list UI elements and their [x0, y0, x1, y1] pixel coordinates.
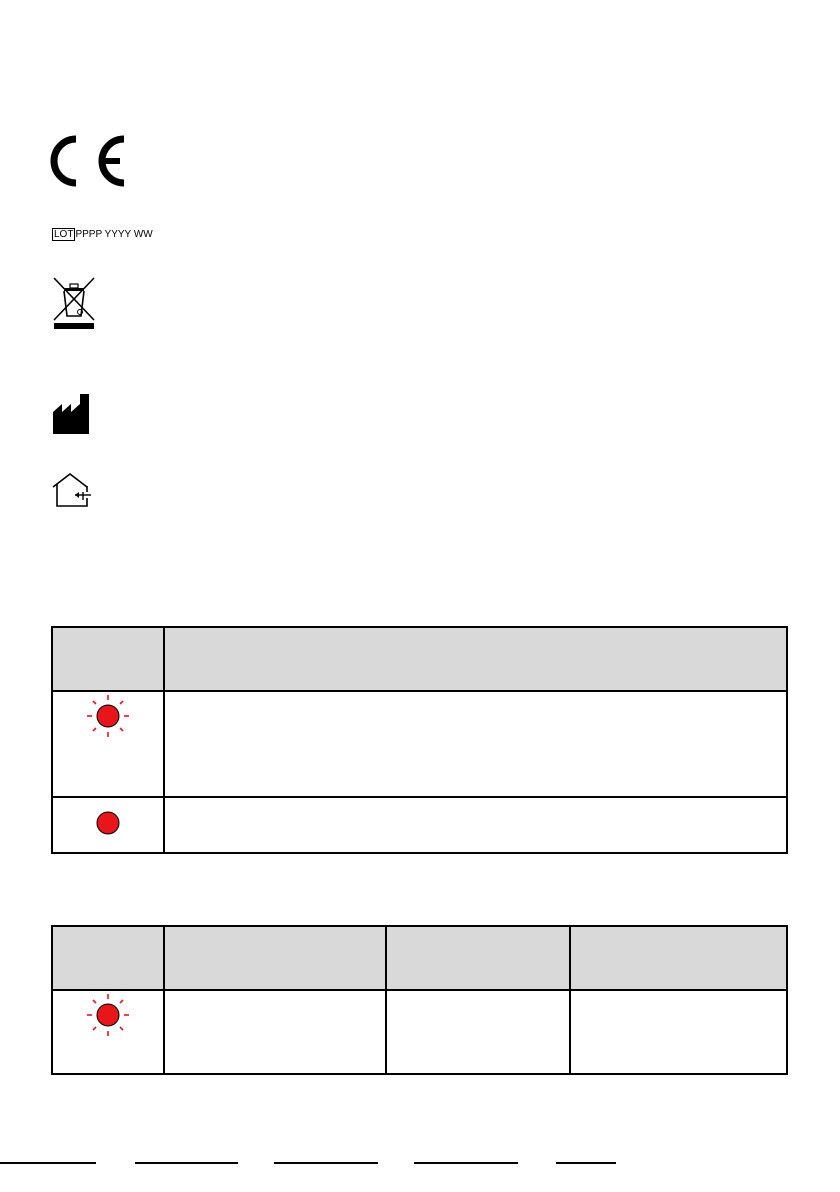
footer-rule	[0, 1162, 96, 1164]
importer-icon	[51, 472, 93, 508]
header-cell	[386, 926, 570, 990]
status-table	[51, 925, 788, 1075]
table-cell	[386, 990, 570, 1074]
table-cell	[164, 990, 386, 1074]
weee-bin-icon	[52, 276, 96, 330]
header-cell	[164, 627, 787, 691]
ce-mark-icon	[50, 135, 130, 187]
footer-rule	[414, 1162, 518, 1164]
status-table-header	[52, 926, 787, 990]
header-cell	[164, 926, 386, 990]
indicator-cell	[52, 990, 164, 1074]
footer-rule	[135, 1162, 238, 1164]
table-row	[52, 691, 787, 797]
header-cell	[570, 926, 787, 990]
table-row	[52, 990, 787, 1074]
led-table	[51, 626, 788, 854]
lot-line	[52, 224, 153, 242]
indicator-cell	[52, 691, 164, 797]
description-cell	[164, 797, 787, 853]
table-cell	[570, 990, 787, 1074]
manufacturer-icon	[53, 394, 91, 434]
footer-rule	[274, 1162, 378, 1164]
indicator-cell	[52, 797, 164, 853]
footer-rule	[556, 1162, 616, 1164]
led-steady-icon	[95, 810, 121, 836]
header-cell	[52, 926, 164, 990]
lot-format: PPPP YYYY WW	[75, 229, 153, 240]
led-blinking-icon	[86, 694, 130, 738]
header-cell	[52, 627, 164, 691]
description-cell	[164, 691, 787, 797]
led-blinking-icon	[86, 993, 130, 1037]
table-row	[52, 797, 787, 853]
lot-label: LOT	[54, 229, 74, 240]
led-table-header	[52, 627, 787, 691]
